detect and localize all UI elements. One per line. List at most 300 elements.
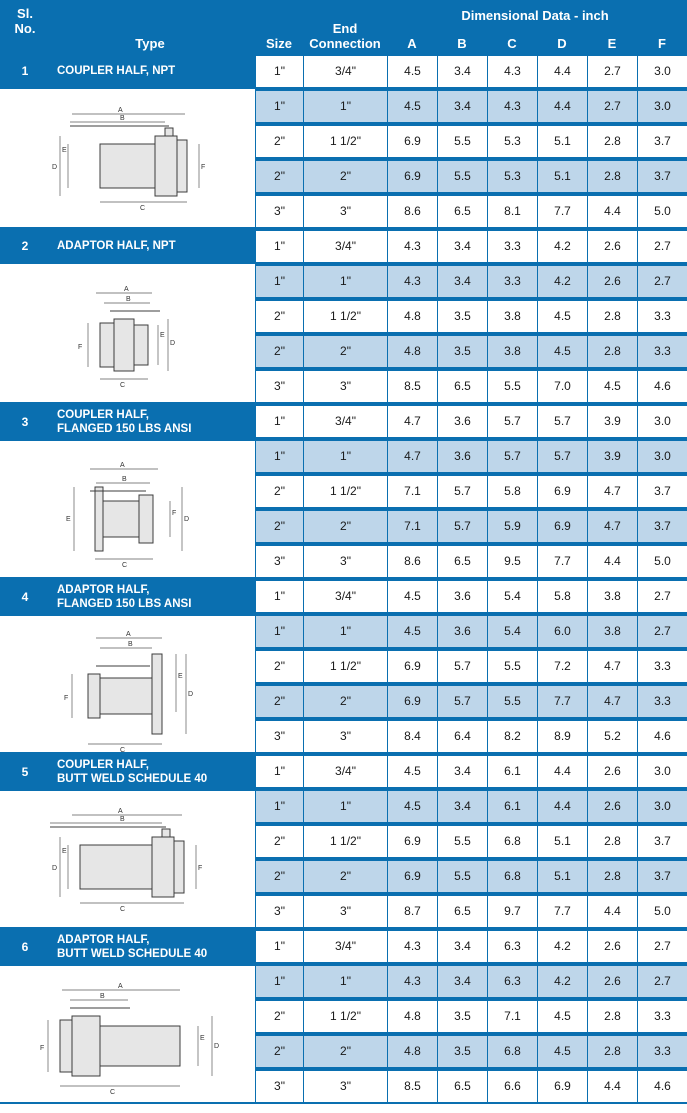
dim-c-cell: 5.4 — [488, 581, 537, 612]
dim-f-cell: 3.3 — [638, 336, 687, 367]
end-connection-cell: 2" — [304, 161, 387, 192]
table-row — [255, 789, 687, 824]
dim-b-cell: 3.4 — [438, 91, 487, 122]
dim-f-cell: 5.0 — [638, 896, 687, 927]
size-cell: 2" — [256, 826, 303, 857]
dimension-label: F — [78, 344, 83, 351]
dimension-label: F — [198, 865, 203, 872]
dim-e-cell: 4.7 — [588, 476, 637, 507]
dim-a-cell: 8.4 — [388, 721, 437, 752]
dim-f-cell: 3.3 — [638, 1001, 687, 1032]
product-group — [0, 754, 687, 929]
dimension-label: D — [170, 340, 176, 347]
dim-c-cell: 6.8 — [488, 1036, 537, 1067]
dim-a-cell: 4.8 — [388, 1036, 437, 1067]
dim-f-cell: 3.3 — [638, 651, 687, 682]
valve-drawing — [0, 966, 255, 1102]
dimension-drawing — [0, 616, 255, 752]
dimension-label: E — [62, 147, 67, 154]
header-col-a: A — [407, 36, 417, 51]
serial-number: 6 — [21, 940, 29, 954]
dim-b-cell: 6.5 — [438, 1071, 487, 1102]
dim-b-cell: 3.4 — [438, 231, 487, 262]
dim-f-cell: 3.7 — [638, 161, 687, 192]
product-group — [0, 229, 687, 404]
dim-b-cell: 3.4 — [438, 966, 487, 997]
dimension-label: D — [214, 1043, 220, 1050]
table-row — [255, 719, 687, 754]
dim-e-cell: 5.2 — [588, 721, 637, 752]
dim-e-cell: 3.9 — [588, 441, 637, 472]
dim-f-cell: 3.7 — [638, 476, 687, 507]
type-name: COUPLER HALF, BUTT WELD SCHEDULE 40 — [57, 759, 208, 785]
dimension-label: A — [120, 462, 125, 469]
size-cell: 1" — [256, 56, 303, 87]
dim-c-cell: 5.3 — [488, 161, 537, 192]
dim-f-cell: 2.7 — [638, 581, 687, 612]
product-group — [0, 404, 687, 579]
end-connection-cell: 3" — [304, 371, 387, 402]
dim-e-cell: 2.6 — [588, 266, 637, 297]
dim-b-cell: 5.5 — [438, 161, 487, 192]
table-header — [0, 0, 687, 54]
product-group — [0, 929, 687, 1104]
dim-c-cell: 5.9 — [488, 511, 537, 542]
header-dimensional-data: Dimensional Data - inch — [461, 8, 609, 23]
size-cell: 1" — [256, 406, 303, 437]
table-row — [255, 264, 687, 299]
header-col-b: B — [457, 36, 467, 51]
dim-d-cell: 4.5 — [538, 1001, 587, 1032]
table-row — [255, 1069, 687, 1104]
dim-a-cell: 6.9 — [388, 826, 437, 857]
dim-e-cell: 2.7 — [588, 56, 637, 87]
dim-d-cell: 4.4 — [538, 791, 587, 822]
dim-f-cell: 3.7 — [638, 126, 687, 157]
valve-drawing — [0, 791, 255, 927]
dim-c-cell: 6.1 — [488, 756, 537, 787]
dim-d-cell: 4.4 — [538, 756, 587, 787]
dim-e-cell: 3.9 — [588, 406, 637, 437]
size-cell: 2" — [256, 161, 303, 192]
table-row — [255, 229, 687, 264]
dimension-label: C — [110, 1089, 116, 1096]
table-row — [255, 474, 687, 509]
dim-a-cell: 4.5 — [388, 616, 437, 647]
size-cell: 2" — [256, 336, 303, 367]
dim-c-cell: 5.4 — [488, 616, 537, 647]
dimension-label: E — [200, 1035, 205, 1042]
dim-b-cell: 3.5 — [438, 1001, 487, 1032]
dim-d-cell: 7.7 — [538, 546, 587, 577]
size-cell: 1" — [256, 91, 303, 122]
dim-e-cell: 4.7 — [588, 686, 637, 717]
dimension-drawing — [0, 264, 255, 402]
dim-c-cell: 6.3 — [488, 931, 537, 962]
dim-d-cell: 7.7 — [538, 686, 587, 717]
dim-b-cell: 3.6 — [438, 406, 487, 437]
dimension-label: C — [122, 562, 128, 569]
table-row — [255, 824, 687, 859]
end-connection-cell: 3" — [304, 896, 387, 927]
dim-b-cell: 3.6 — [438, 441, 487, 472]
size-cell: 3" — [256, 371, 303, 402]
dim-b-cell: 5.5 — [438, 861, 487, 892]
dimension-drawing — [0, 966, 255, 1102]
dim-a-cell: 4.3 — [388, 266, 437, 297]
end-connection-cell: 1 1/2" — [304, 1001, 387, 1032]
type-name: COUPLER HALF, FLANGED 150 LBS ANSI — [57, 409, 192, 435]
end-connection-cell: 1" — [304, 91, 387, 122]
dim-c-cell: 5.5 — [488, 371, 537, 402]
dim-d-cell: 4.2 — [538, 266, 587, 297]
dim-c-cell: 6.8 — [488, 861, 537, 892]
dim-a-cell: 8.5 — [388, 371, 437, 402]
table-row — [255, 929, 687, 964]
size-cell: 2" — [256, 861, 303, 892]
dimension-label: B — [120, 115, 125, 122]
dimension-label: A — [118, 808, 123, 815]
end-connection-cell: 1" — [304, 791, 387, 822]
dim-b-cell: 3.4 — [438, 266, 487, 297]
dimension-label: D — [188, 691, 194, 698]
valve-drawing — [0, 89, 255, 227]
dim-d-cell: 6.0 — [538, 616, 587, 647]
dim-b-cell: 6.5 — [438, 371, 487, 402]
size-cell: 1" — [256, 791, 303, 822]
group-divider — [0, 1102, 255, 1104]
header-type: Type — [135, 36, 165, 51]
size-cell: 1" — [256, 616, 303, 647]
table-row — [255, 614, 687, 649]
product-group — [0, 54, 687, 229]
valve-drawing — [0, 441, 255, 577]
dim-e-cell: 2.6 — [588, 756, 637, 787]
dim-a-cell: 8.7 — [388, 896, 437, 927]
size-cell: 3" — [256, 1071, 303, 1102]
table-row — [255, 299, 687, 334]
end-connection-cell: 2" — [304, 336, 387, 367]
dim-e-cell: 2.7 — [588, 91, 637, 122]
dimension-drawing — [0, 89, 255, 227]
size-cell: 3" — [256, 546, 303, 577]
dimension-label: F — [172, 510, 177, 517]
dim-c-cell: 5.5 — [488, 686, 537, 717]
dim-e-cell: 2.8 — [588, 826, 637, 857]
dim-f-cell: 3.7 — [638, 511, 687, 542]
size-cell: 2" — [256, 511, 303, 542]
dim-e-cell: 3.8 — [588, 581, 637, 612]
dim-e-cell: 2.8 — [588, 126, 637, 157]
dim-a-cell: 6.9 — [388, 651, 437, 682]
serial-number: 2 — [21, 239, 29, 253]
end-connection-cell: 2" — [304, 511, 387, 542]
dim-d-cell: 4.2 — [538, 231, 587, 262]
dim-f-cell: 2.7 — [638, 616, 687, 647]
dim-a-cell: 4.5 — [388, 791, 437, 822]
end-connection-cell: 1 1/2" — [304, 301, 387, 332]
dim-e-cell: 3.8 — [588, 616, 637, 647]
dim-e-cell: 4.4 — [588, 1071, 637, 1102]
table-row — [255, 509, 687, 544]
dim-b-cell: 5.7 — [438, 511, 487, 542]
dim-a-cell: 4.8 — [388, 1001, 437, 1032]
table-row — [255, 544, 687, 579]
end-connection-cell: 3/4" — [304, 56, 387, 87]
dim-a-cell: 6.9 — [388, 861, 437, 892]
dimension-label: B — [122, 476, 127, 483]
dimension-label: D — [52, 865, 58, 872]
dim-b-cell: 6.5 — [438, 546, 487, 577]
dimension-label: C — [120, 382, 126, 389]
dim-c-cell: 3.8 — [488, 336, 537, 367]
table-row — [255, 334, 687, 369]
dim-c-cell: 5.8 — [488, 476, 537, 507]
table-row — [255, 54, 687, 89]
serial-number: 4 — [21, 590, 29, 604]
end-connection-cell: 3/4" — [304, 406, 387, 437]
dim-a-cell: 4.5 — [388, 56, 437, 87]
type-bar — [0, 929, 255, 966]
size-cell: 1" — [256, 266, 303, 297]
table-row — [255, 439, 687, 474]
end-connection-cell: 2" — [304, 686, 387, 717]
dim-f-cell: 3.0 — [638, 91, 687, 122]
table-row — [255, 754, 687, 789]
dimension-label: C — [140, 205, 146, 212]
dim-d-cell: 4.5 — [538, 301, 587, 332]
size-cell: 1" — [256, 441, 303, 472]
dim-a-cell: 8.6 — [388, 196, 437, 227]
table-row — [255, 1034, 687, 1069]
table-row — [255, 369, 687, 404]
dim-b-cell: 5.7 — [438, 651, 487, 682]
header-end-connection: End Connection — [309, 21, 381, 51]
dim-e-cell: 4.4 — [588, 196, 637, 227]
type-name: ADAPTOR HALF, NPT — [57, 240, 176, 252]
dim-c-cell: 3.3 — [488, 231, 537, 262]
dim-b-cell: 5.5 — [438, 126, 487, 157]
end-connection-cell: 3" — [304, 196, 387, 227]
dimension-label: A — [124, 286, 129, 293]
type-name: ADAPTOR HALF, BUTT WELD SCHEDULE 40 — [57, 934, 208, 960]
dim-b-cell: 3.4 — [438, 56, 487, 87]
dim-d-cell: 5.8 — [538, 581, 587, 612]
dim-a-cell: 6.9 — [388, 686, 437, 717]
table-row — [255, 894, 687, 929]
dim-b-cell: 6.4 — [438, 721, 487, 752]
dim-d-cell: 5.7 — [538, 406, 587, 437]
dim-a-cell: 4.8 — [388, 336, 437, 367]
size-cell: 1" — [256, 581, 303, 612]
dim-c-cell: 5.5 — [488, 651, 537, 682]
dimension-label: B — [126, 296, 131, 303]
dim-d-cell: 4.5 — [538, 1036, 587, 1067]
dim-c-cell: 4.3 — [488, 56, 537, 87]
dim-d-cell: 5.1 — [538, 126, 587, 157]
dim-f-cell: 2.7 — [638, 931, 687, 962]
table-row — [255, 124, 687, 159]
dim-f-cell: 2.7 — [638, 231, 687, 262]
size-cell: 3" — [256, 196, 303, 227]
dimension-label: A — [126, 631, 131, 638]
dim-f-cell: 3.3 — [638, 686, 687, 717]
table-row — [255, 579, 687, 614]
dim-d-cell: 5.1 — [538, 826, 587, 857]
size-cell: 2" — [256, 1036, 303, 1067]
dim-f-cell: 5.0 — [638, 546, 687, 577]
dim-d-cell: 4.5 — [538, 336, 587, 367]
dim-a-cell: 6.9 — [388, 126, 437, 157]
dim-f-cell: 2.7 — [638, 966, 687, 997]
dim-d-cell: 4.2 — [538, 966, 587, 997]
table-row — [255, 404, 687, 439]
end-connection-cell: 2" — [304, 861, 387, 892]
valve-drawing — [0, 616, 255, 752]
serial-number: 3 — [21, 415, 29, 429]
size-cell: 2" — [256, 651, 303, 682]
dim-e-cell: 4.7 — [588, 651, 637, 682]
dim-a-cell: 4.5 — [388, 756, 437, 787]
dim-a-cell: 4.5 — [388, 581, 437, 612]
table-row — [255, 194, 687, 229]
dim-b-cell: 3.6 — [438, 616, 487, 647]
dim-e-cell: 4.4 — [588, 896, 637, 927]
dim-e-cell: 2.8 — [588, 1001, 637, 1032]
dim-d-cell: 6.9 — [538, 511, 587, 542]
size-cell: 3" — [256, 721, 303, 752]
end-connection-cell: 3" — [304, 546, 387, 577]
dim-c-cell: 8.2 — [488, 721, 537, 752]
dimension-label: B — [120, 816, 125, 823]
dimension-label: F — [40, 1045, 45, 1052]
valve-drawing — [0, 264, 255, 402]
table-row — [255, 999, 687, 1034]
dim-d-cell: 7.7 — [538, 196, 587, 227]
table-row — [255, 159, 687, 194]
size-cell: 2" — [256, 126, 303, 157]
end-connection-cell: 1" — [304, 441, 387, 472]
dim-b-cell: 6.5 — [438, 896, 487, 927]
dim-e-cell: 2.6 — [588, 931, 637, 962]
dimension-label: A — [118, 983, 123, 990]
dimension-drawing — [0, 441, 255, 577]
dim-b-cell: 5.7 — [438, 476, 487, 507]
dim-f-cell: 3.0 — [638, 406, 687, 437]
header-col-d: D — [557, 36, 567, 51]
dim-e-cell: 4.4 — [588, 546, 637, 577]
dimension-label: A — [118, 107, 123, 114]
end-connection-cell: 3" — [304, 1071, 387, 1102]
dim-b-cell: 3.5 — [438, 336, 487, 367]
dim-b-cell: 3.4 — [438, 756, 487, 787]
dim-c-cell: 8.1 — [488, 196, 537, 227]
header-col-e: E — [607, 36, 617, 51]
dim-f-cell: 3.0 — [638, 756, 687, 787]
serial-number: 1 — [21, 64, 29, 78]
end-connection-cell: 1 1/2" — [304, 476, 387, 507]
type-name: COUPLER HALF, NPT — [57, 65, 176, 77]
dim-c-cell: 3.8 — [488, 301, 537, 332]
dim-a-cell: 7.1 — [388, 511, 437, 542]
dimension-label: E — [66, 516, 71, 523]
end-connection-cell: 3" — [304, 721, 387, 752]
dim-a-cell: 4.3 — [388, 231, 437, 262]
dim-b-cell: 3.4 — [438, 931, 487, 962]
dim-c-cell: 6.8 — [488, 826, 537, 857]
dim-e-cell: 4.7 — [588, 511, 637, 542]
dim-f-cell: 3.3 — [638, 301, 687, 332]
dim-e-cell: 2.8 — [588, 336, 637, 367]
dim-b-cell: 6.5 — [438, 196, 487, 227]
end-connection-cell: 2" — [304, 1036, 387, 1067]
size-cell: 3" — [256, 896, 303, 927]
dim-a-cell: 4.7 — [388, 441, 437, 472]
dim-b-cell: 5.5 — [438, 826, 487, 857]
dim-b-cell: 5.7 — [438, 686, 487, 717]
dim-a-cell: 7.1 — [388, 476, 437, 507]
dimension-label: C — [120, 906, 126, 913]
type-bar — [0, 579, 255, 616]
dim-c-cell: 5.3 — [488, 126, 537, 157]
dim-d-cell: 7.7 — [538, 896, 587, 927]
table-row — [255, 649, 687, 684]
dimension-drawing — [0, 791, 255, 927]
dim-b-cell: 3.6 — [438, 581, 487, 612]
dim-f-cell: 3.0 — [638, 791, 687, 822]
end-connection-cell: 3/4" — [304, 756, 387, 787]
end-connection-cell: 1 1/2" — [304, 651, 387, 682]
size-cell: 2" — [256, 1001, 303, 1032]
dim-c-cell: 9.5 — [488, 546, 537, 577]
end-connection-cell: 1" — [304, 616, 387, 647]
dim-f-cell: 3.0 — [638, 56, 687, 87]
dimension-label: F — [64, 695, 69, 702]
dim-a-cell: 4.7 — [388, 406, 437, 437]
dim-d-cell: 6.9 — [538, 1071, 587, 1102]
size-cell: 1" — [256, 931, 303, 962]
dimension-label: B — [128, 641, 133, 648]
dimension-label: B — [100, 993, 105, 1000]
dim-f-cell: 4.6 — [638, 721, 687, 752]
dim-f-cell: 4.6 — [638, 371, 687, 402]
dim-d-cell: 5.1 — [538, 861, 587, 892]
dim-c-cell: 4.3 — [488, 91, 537, 122]
dim-d-cell: 7.0 — [538, 371, 587, 402]
size-cell: 2" — [256, 301, 303, 332]
end-connection-cell: 1 1/2" — [304, 826, 387, 857]
dimension-label: E — [160, 332, 165, 339]
end-connection-cell: 3/4" — [304, 231, 387, 262]
dim-e-cell: 2.8 — [588, 861, 637, 892]
dim-f-cell: 2.7 — [638, 266, 687, 297]
type-bar — [0, 229, 255, 264]
dim-f-cell: 5.0 — [638, 196, 687, 227]
dim-a-cell: 4.5 — [388, 91, 437, 122]
dim-a-cell: 6.9 — [388, 161, 437, 192]
dim-e-cell: 4.5 — [588, 371, 637, 402]
dim-e-cell: 2.8 — [588, 161, 637, 192]
dim-f-cell: 3.7 — [638, 861, 687, 892]
dim-d-cell: 4.2 — [538, 931, 587, 962]
dim-d-cell: 7.2 — [538, 651, 587, 682]
dim-f-cell: 3.7 — [638, 826, 687, 857]
dim-e-cell: 2.6 — [588, 966, 637, 997]
size-cell: 1" — [256, 231, 303, 262]
dim-c-cell: 6.3 — [488, 966, 537, 997]
end-connection-cell: 3/4" — [304, 931, 387, 962]
table-row — [255, 89, 687, 124]
